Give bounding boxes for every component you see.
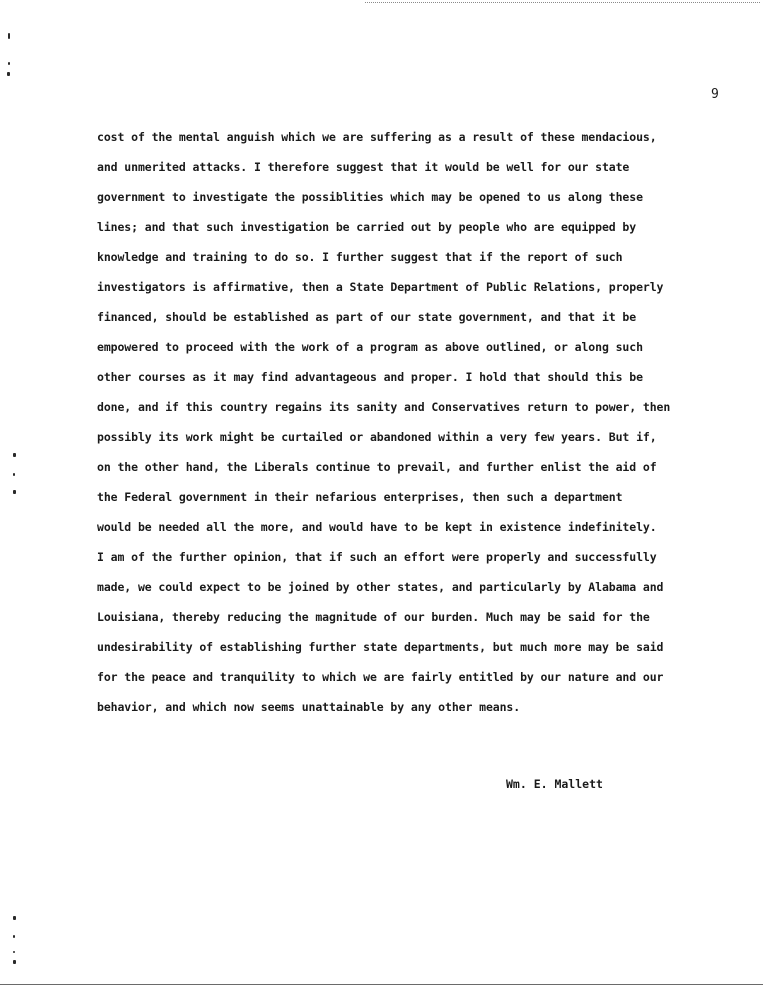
margin-mark: [13, 453, 16, 457]
margin-mark: [13, 916, 16, 920]
text-line: done, and if this country regains its sanity and Conservatives return to power, then: [97, 400, 671, 414]
signature: Wm. E. Mallett: [506, 777, 603, 791]
margin-mark: [7, 72, 10, 76]
margin-mark: [13, 935, 15, 938]
text-line: other courses as it may find advantageous and proper. I hold that should this be: [97, 370, 643, 384]
margin-mark: [13, 960, 16, 964]
scan-top-edge: [365, 2, 760, 3]
text-line: and unmerited attacks. I therefore suggest that it would be well for our state: [97, 160, 630, 174]
text-line: possibly its work might be curtailed or abandoned within a very few years. But if,: [97, 430, 657, 444]
text-line: I am of the further opinion, that if such an effort were properly and successfully: [97, 550, 657, 564]
margin-mark: [13, 490, 16, 494]
text-line: undesirability of establishing further state departments, but much more may be said: [97, 640, 664, 654]
text-line: government to investigate the possiblities which may be opened to us along these: [97, 190, 643, 204]
text-line: cost of the mental anguish which we are suffering as a result of these mendacious,: [97, 130, 657, 144]
text-line: lines; and that such investigation be carried out by people who are equipped by: [97, 220, 637, 234]
text-line: the Federal government in their nefarious enterprises, then such a department: [97, 490, 623, 504]
page-number: 9: [711, 87, 719, 102]
text-line: for the peace and tranquility to which we are fairly entitled by our nature and our: [97, 670, 664, 684]
margin-mark: [8, 33, 10, 39]
scan-bottom-edge: [0, 984, 763, 985]
text-line: made, we could expect to be joined by other states, and particularly by Alabama and: [97, 580, 664, 594]
margin-mark: [13, 951, 15, 953]
text-line: behavior, and which now seems unattainable by any other means.: [97, 700, 521, 714]
text-line: empowered to proceed with the work of a program as above outlined, or along such: [97, 340, 643, 354]
text-line: knowledge and training to do so. I further suggest that if the report of such: [97, 250, 623, 264]
margin-mark: [13, 473, 15, 476]
body-text: [97, 128, 737, 728]
margin-mark: [8, 62, 10, 65]
text-line: would be needed all the more, and would have to be kept in existence indefinitely.: [97, 520, 657, 534]
text-line: investigators is affirmative, then a State Department of Public Relations, properly: [97, 280, 664, 294]
text-line: financed, should be established as part of our state government, and that it be: [97, 310, 637, 324]
text-line: Louisiana, thereby reducing the magnitude of our burden. Much may be said for the: [97, 610, 650, 624]
text-line: on the other hand, the Liberals continue to prevail, and further enlist the aid of: [97, 460, 657, 474]
